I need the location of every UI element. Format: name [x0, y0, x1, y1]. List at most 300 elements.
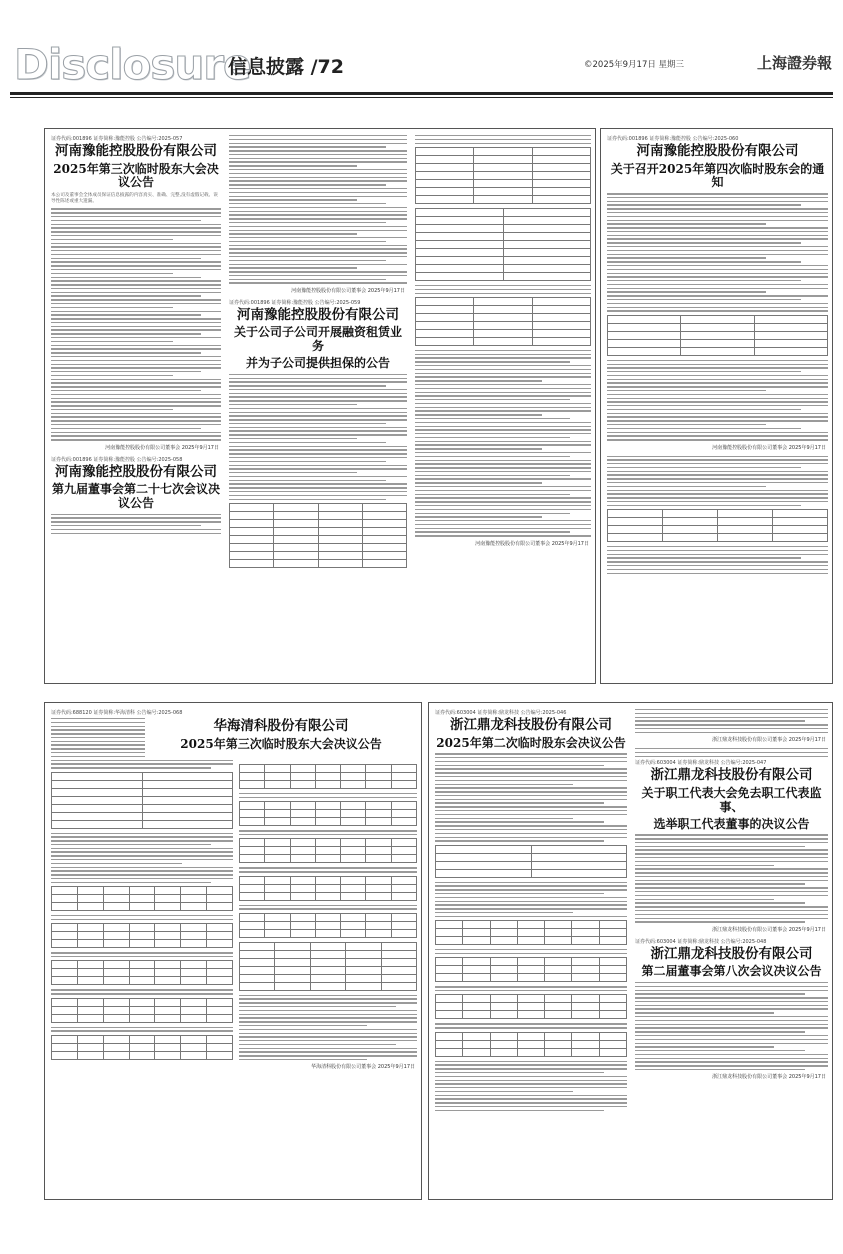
text-line [635, 1005, 828, 1006]
text-line [229, 279, 386, 280]
table-cell [463, 929, 490, 937]
text-line [229, 396, 407, 397]
text-line [607, 307, 828, 308]
body-text [239, 830, 417, 835]
company-name: 河南豫能控股股份有限公司 [636, 143, 799, 159]
table-cell [490, 921, 517, 929]
table-cell [52, 895, 78, 903]
text-line [239, 908, 417, 909]
table-cell [754, 323, 827, 331]
text-line [229, 400, 407, 401]
table-cell [230, 559, 274, 567]
table-cell [77, 932, 103, 940]
text-line [635, 914, 828, 915]
table-cell [362, 503, 406, 511]
table-cell [391, 765, 416, 773]
announcement-meta: 证券代码:001896 证券简称:豫能控股 公告编号:2025-060 [607, 136, 739, 142]
table-cell [318, 551, 362, 559]
text-line [239, 871, 417, 872]
text-line [607, 554, 828, 555]
table-cell [274, 511, 318, 519]
text-line [229, 275, 407, 276]
table-cell [517, 995, 544, 1003]
text-line [435, 893, 604, 894]
table-row [52, 895, 233, 903]
table-cell [290, 929, 315, 937]
text-line [435, 829, 627, 830]
table-cell [346, 982, 381, 990]
table-row [230, 535, 407, 543]
table-cell [265, 802, 290, 810]
table-cell [240, 765, 265, 773]
body-text [415, 350, 591, 537]
text-line [435, 780, 627, 781]
text-line [415, 357, 591, 358]
table-cell [463, 1032, 490, 1040]
text-line [51, 243, 221, 244]
table-cell [532, 187, 590, 195]
table-cell [290, 773, 315, 781]
text-line [51, 364, 221, 365]
table-row [436, 966, 627, 974]
text-line [229, 499, 386, 500]
text-line [607, 394, 828, 395]
text-line [51, 1027, 233, 1028]
table-cell [366, 773, 391, 781]
text-line [229, 446, 407, 447]
table-cell [274, 527, 318, 535]
text-line [229, 177, 407, 178]
text-line [229, 252, 407, 253]
text-line [51, 216, 221, 217]
table-cell [474, 147, 532, 155]
table-cell [155, 932, 181, 940]
table-cell [77, 903, 103, 911]
body-text [239, 905, 417, 910]
table-cell [416, 321, 474, 329]
table-cell [381, 942, 416, 950]
table-cell [341, 876, 366, 884]
table-row [230, 543, 407, 551]
text-line [51, 398, 221, 399]
table-row [52, 1006, 233, 1014]
huahai-col-1 [51, 709, 233, 1195]
table-cell [416, 297, 474, 305]
table-cell [181, 903, 207, 911]
table-row [416, 264, 591, 272]
text-line [635, 1061, 828, 1062]
table-cell [436, 921, 463, 929]
table-cell [52, 820, 143, 828]
text-line [435, 986, 627, 987]
table-cell [129, 977, 155, 985]
text-line [415, 414, 542, 415]
table-row [608, 534, 828, 542]
table-row [52, 804, 233, 812]
text-line [607, 459, 828, 460]
text-line [239, 793, 417, 794]
text-line [635, 713, 828, 714]
text-line [607, 409, 801, 410]
table-row [416, 195, 591, 203]
table-cell [391, 802, 416, 810]
masthead [0, 0, 843, 100]
text-line [51, 265, 221, 266]
shareholder-meeting-notice-frame [600, 128, 833, 684]
table-cell [436, 995, 463, 1003]
table-cell [572, 1048, 599, 1056]
vote-table [51, 1035, 233, 1060]
table-cell [274, 559, 318, 567]
table-cell [315, 802, 340, 810]
table-cell [663, 518, 718, 526]
table-cell [181, 998, 207, 1006]
text-line [51, 435, 221, 436]
table-cell [52, 932, 78, 940]
text-line [229, 237, 407, 238]
text-line [51, 329, 221, 330]
table-row [416, 147, 591, 155]
text-line [435, 1091, 573, 1092]
table-cell [608, 347, 681, 355]
table-row [436, 1032, 627, 1040]
body-text [635, 834, 828, 922]
table-cell [52, 887, 78, 895]
text-line [51, 375, 173, 376]
text-line [607, 432, 828, 433]
text-line [435, 821, 604, 822]
text-line [607, 439, 828, 440]
table-row [416, 329, 591, 337]
cumulative-vote-table [239, 942, 417, 991]
text-line [51, 322, 221, 323]
table-cell [545, 1040, 572, 1048]
table-cell [608, 510, 663, 518]
table-cell [490, 995, 517, 1003]
table-cell [366, 781, 391, 789]
text-line [415, 373, 591, 374]
text-line [635, 728, 828, 729]
text-line [607, 390, 766, 391]
signature: 浙江鼎龙科技股份有限公司董事会 2025年9月17日 [712, 737, 826, 744]
text-line [51, 521, 221, 522]
table-cell [545, 995, 572, 1003]
text-line [435, 949, 627, 950]
table-cell [718, 518, 773, 526]
table-cell [207, 1014, 233, 1022]
table-cell [474, 297, 532, 305]
table-cell [416, 224, 504, 232]
table-cell [181, 1014, 207, 1022]
text-line [229, 264, 407, 265]
text-line [607, 197, 828, 198]
text-line [607, 220, 828, 221]
table-cell [290, 847, 315, 855]
text-line [607, 216, 828, 217]
table-cell [532, 321, 590, 329]
text-line [229, 487, 407, 488]
text-line [229, 378, 407, 379]
text-line [239, 830, 417, 831]
table-cell [416, 305, 474, 313]
text-line [607, 561, 828, 562]
text-line [435, 1076, 627, 1077]
table-cell [436, 869, 532, 877]
text-line [229, 412, 407, 413]
signature: 河南豫能控股股份有限公司董事会 2025年9月17日 [291, 287, 405, 294]
table-cell [315, 839, 340, 847]
text-line [435, 904, 627, 905]
text-line [435, 810, 627, 811]
table-cell [265, 810, 290, 818]
text-line [51, 280, 221, 281]
table-cell [265, 892, 290, 900]
table-row [416, 297, 591, 305]
text-line [635, 849, 828, 850]
table-cell [52, 969, 78, 977]
table-cell [517, 1040, 544, 1048]
table-cell [103, 903, 129, 911]
text-line [229, 381, 407, 382]
table-cell [532, 147, 590, 155]
table-cell [240, 982, 275, 990]
table-cell [608, 331, 681, 339]
announcement-title: 2025年第三次临时股东大会决议公告 [180, 736, 382, 751]
table-row [240, 974, 417, 982]
table-cell [503, 224, 591, 232]
yuneng-col-3 [415, 135, 591, 679]
table-cell [310, 958, 345, 966]
table-cell [230, 511, 274, 519]
text-line [635, 853, 828, 854]
text-line [229, 230, 407, 231]
table-cell [391, 929, 416, 937]
table-cell [129, 1014, 155, 1022]
text-line [415, 501, 591, 502]
text-line [229, 207, 407, 208]
text-line [415, 509, 591, 510]
table-cell [436, 974, 463, 982]
table-row [416, 240, 591, 248]
text-line [51, 208, 221, 209]
proposal-table [607, 315, 828, 356]
announcement-meta: 证券代码:001896 证券简称:豫能控股 公告编号:2025-059 [229, 299, 361, 306]
table-row [240, 921, 417, 929]
text-line [51, 859, 233, 860]
table-cell [608, 534, 663, 542]
table-cell [346, 958, 381, 966]
table-cell [129, 940, 155, 948]
text-line [51, 394, 221, 395]
table-cell [391, 921, 416, 929]
text-line [435, 1083, 627, 1084]
text-line [229, 427, 407, 428]
table-cell [463, 958, 490, 966]
table-row [240, 942, 417, 950]
table-cell [391, 781, 416, 789]
table-cell [142, 812, 233, 820]
table-cell [240, 950, 275, 958]
text-line [51, 851, 233, 852]
table-row [416, 313, 591, 321]
text-line [415, 452, 591, 453]
table-cell [315, 781, 340, 789]
table-cell [608, 323, 681, 331]
text-line [607, 367, 828, 368]
body-text [51, 514, 221, 534]
table-cell [545, 966, 572, 974]
table-row [240, 884, 417, 892]
announcement-title-line1: 关于职工代表大会免去职工代表监事、 [641, 785, 822, 814]
table-row [416, 321, 591, 329]
table-cell [315, 913, 340, 921]
text-line [229, 457, 407, 458]
text-line [229, 139, 407, 140]
table-cell [474, 163, 532, 171]
table-cell [490, 937, 517, 945]
text-line [435, 768, 627, 769]
data-table [415, 297, 591, 346]
table-cell [265, 913, 290, 921]
text-line [415, 475, 570, 476]
table-cell [346, 966, 381, 974]
table-cell [240, 921, 265, 929]
table-cell [341, 855, 366, 863]
table-cell [490, 1032, 517, 1040]
text-line [51, 1030, 233, 1031]
table-cell [265, 876, 290, 884]
text-line [635, 883, 805, 884]
table-cell [310, 966, 345, 974]
table-cell [341, 892, 366, 900]
table-cell [599, 1003, 626, 1011]
text-line [51, 428, 201, 429]
text-line [635, 910, 828, 911]
table-cell [572, 921, 599, 929]
table-cell [463, 1048, 490, 1056]
table-cell [181, 1043, 207, 1051]
vote-table [239, 876, 417, 901]
body-text [51, 1027, 233, 1032]
text-line [607, 557, 801, 558]
table-cell [275, 950, 310, 958]
body-text [435, 882, 627, 917]
text-line [415, 422, 591, 423]
text-line [229, 241, 386, 242]
table-cell [545, 1011, 572, 1019]
table-cell [503, 248, 591, 256]
text-line [51, 333, 201, 334]
table-cell [265, 781, 290, 789]
table-cell [275, 966, 310, 974]
table-cell [362, 527, 406, 535]
table-cell [346, 974, 381, 982]
text-line [435, 916, 627, 917]
table-row [436, 995, 627, 1003]
table-cell [230, 551, 274, 559]
text-line [415, 399, 570, 400]
table-cell [572, 974, 599, 982]
text-line [435, 825, 627, 826]
table-cell [532, 329, 590, 337]
text-line [51, 413, 221, 414]
table-row [52, 1035, 233, 1043]
header-rule-thin [10, 97, 833, 98]
table-cell [240, 966, 275, 974]
body-text [51, 833, 233, 884]
text-line [51, 307, 173, 308]
text-line [635, 982, 828, 983]
table-cell [663, 526, 718, 534]
text-line [415, 456, 570, 457]
table-cell [366, 765, 391, 773]
text-line [239, 834, 417, 835]
table-cell [474, 305, 532, 313]
text-line [415, 392, 591, 393]
table-cell [436, 929, 463, 937]
table-row [240, 913, 417, 921]
table-cell [155, 998, 181, 1006]
text-line [51, 517, 221, 518]
table-cell [207, 895, 233, 903]
body-text [239, 995, 417, 1061]
text-line [635, 1043, 828, 1044]
text-line [51, 269, 221, 270]
table-cell [474, 155, 532, 163]
signature: 浙江鼎龙科技股份有限公司董事会 2025年9月17日 [712, 926, 826, 933]
text-line [607, 364, 828, 365]
table-cell [181, 887, 207, 895]
text-line [239, 1055, 417, 1056]
text-line [239, 1033, 417, 1034]
table-cell [77, 887, 103, 895]
table-row [436, 937, 627, 945]
table-cell [290, 810, 315, 818]
table-cell [290, 884, 315, 892]
table-cell [341, 839, 366, 847]
text-line [435, 833, 627, 834]
text-line [435, 897, 627, 898]
text-line [51, 760, 233, 761]
table-cell [366, 913, 391, 921]
table-cell [490, 1011, 517, 1019]
text-line [635, 906, 828, 907]
text-line [51, 220, 201, 221]
text-line [415, 437, 570, 438]
table-row [52, 1051, 233, 1059]
table-cell [474, 195, 532, 203]
table-cell [773, 510, 828, 518]
text-line [607, 242, 801, 243]
table-cell [290, 855, 315, 863]
table-cell [490, 1040, 517, 1048]
table-cell [274, 503, 318, 511]
text-line [607, 254, 828, 255]
table-cell [391, 818, 416, 826]
table-cell [207, 924, 233, 932]
text-line [607, 428, 801, 429]
text-line [635, 1020, 828, 1021]
text-line [51, 341, 173, 342]
text-line [607, 238, 828, 239]
text-line [635, 876, 828, 877]
table-cell [436, 845, 532, 853]
text-line [415, 365, 591, 366]
table-cell [290, 913, 315, 921]
table-cell [341, 884, 366, 892]
table-cell [416, 163, 474, 171]
table-cell [103, 940, 129, 948]
